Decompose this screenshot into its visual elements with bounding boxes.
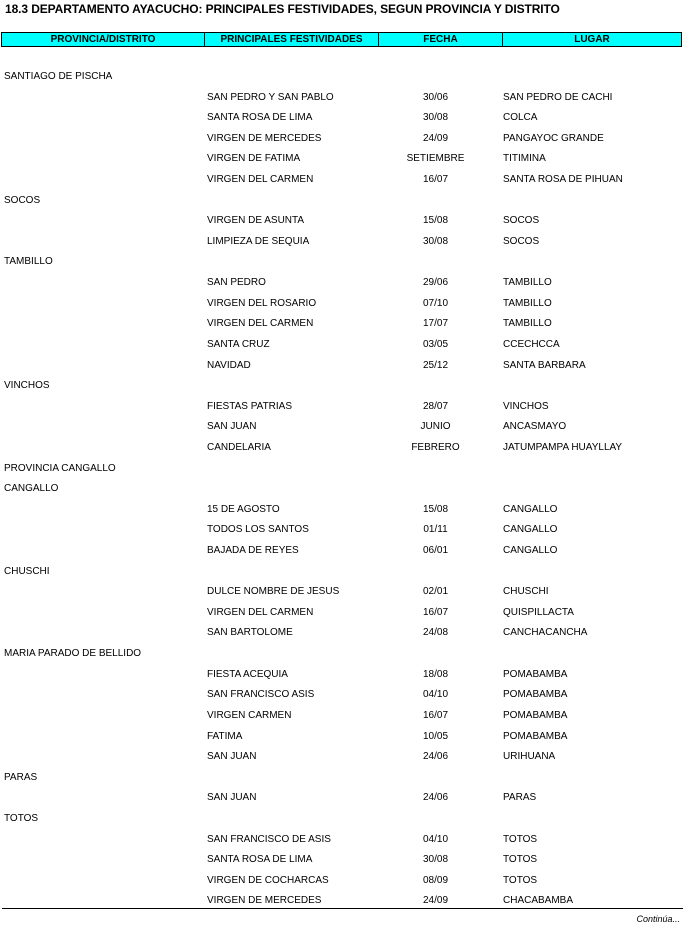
festivity-place: TITIMINA: [503, 153, 546, 165]
festivity-name: SANTA ROSA DE LIMA: [207, 112, 313, 124]
festivity-date: 24/06: [422, 792, 449, 804]
district-name: TAMBILLO: [4, 256, 53, 268]
festivity-place: CANGALLO: [503, 524, 558, 536]
festivity-place: ANCASMAYO: [503, 421, 567, 433]
festivity-date: JUNIO: [420, 421, 451, 433]
festivity-place: SAN PEDRO DE CACHI: [503, 91, 613, 103]
festivity-place: JATUMPAMPA HUAYLLAY: [503, 441, 623, 453]
festivity-date: 01/11: [423, 524, 448, 536]
festivity-date: 24/09: [422, 132, 449, 144]
festivity-place: VINCHOS: [503, 400, 549, 412]
festivity-name: VIRGEN DE ASUNTA: [207, 215, 305, 227]
festivity-name: 15 DE AGOSTO: [207, 503, 280, 515]
district-name: CANGALLO: [4, 483, 59, 495]
festivity-place: PANGAYOC GRANDE: [503, 132, 604, 144]
festivity-place: QUISPILLACTA: [503, 606, 574, 618]
festivity-date: 24/06: [422, 751, 449, 763]
festivity-name: VIRGEN DEL ROSARIO: [207, 297, 317, 309]
page-title: 18.3 DEPARTAMENTO AYACUCHO: PRINCIPALES FESTIVIDADES, SEGUN PROVINCIA Y DISTRITO: [5, 2, 560, 16]
festivity-name: SAN PEDRO Y SAN PABLO: [207, 91, 334, 103]
table-header: [1, 32, 682, 47]
festivity-name: FATIMA: [207, 730, 243, 742]
district-row: [0, 376, 684, 397]
festivity-place: TAMBILLO: [503, 277, 552, 289]
festivity-place: CHUSCHI: [503, 586, 549, 598]
table-row: [0, 149, 684, 170]
festivity-place: TAMBILLO: [503, 318, 552, 330]
festivity-date: 16/07: [422, 606, 449, 618]
festivity-date: 04/10: [422, 689, 449, 701]
header-provincia-distrito: PROVINCIA/DISTRITO: [2, 33, 205, 46]
festivity-name: NAVIDAD: [207, 359, 251, 371]
table-row: [0, 438, 684, 459]
district-name: TOTOS: [4, 812, 39, 824]
district-row: [0, 768, 684, 789]
festivity-name: SAN JUAN: [207, 792, 257, 804]
festivity-name: VIRGEN DE MERCEDES: [207, 132, 322, 144]
district-name: CHUSCHI: [4, 565, 50, 577]
header-lugar: LUGAR: [574, 34, 610, 45]
festivity-date: 10/05: [422, 730, 449, 742]
festivity-place: POMABAMBA: [503, 730, 568, 742]
festivity-place: CCECHCCA: [503, 338, 560, 350]
district-row: [0, 252, 684, 273]
festivity-date: 04/10: [422, 833, 449, 845]
table-row: [0, 582, 684, 603]
festivity-date: 25/12: [422, 359, 449, 371]
table-row: [0, 871, 684, 892]
festivity-place: URIHUANA: [503, 751, 556, 763]
district-row: [0, 459, 684, 480]
table-row: [0, 397, 684, 418]
table-row: [0, 88, 684, 109]
festivity-place: TOTOS: [503, 854, 538, 866]
festivity-name: DULCE NOMBRE DE JESUS: [207, 586, 340, 598]
festivity-date: 16/07: [422, 709, 449, 721]
district-row: [0, 191, 684, 212]
district-row: [0, 644, 684, 665]
table-row: [0, 108, 684, 129]
festivity-name: LIMPIEZA DE SEQUIA: [207, 235, 310, 247]
footer-divider: [2, 908, 683, 909]
festivity-date: FEBRERO: [411, 441, 460, 453]
district-row: [0, 67, 684, 88]
table-row: [0, 211, 684, 232]
table-row: [0, 685, 684, 706]
festivity-place: PARAS: [503, 792, 537, 804]
festivity-name: SANTA CRUZ: [207, 338, 270, 350]
festivity-place: CANGALLO: [503, 545, 558, 557]
table-row: [0, 417, 684, 438]
table-row: [0, 232, 684, 253]
festivity-name: VIRGEN DE FATIMA: [207, 153, 301, 165]
festivity-date: 17/07: [422, 318, 449, 330]
festivity-place: POMABAMBA: [503, 709, 568, 721]
festivity-place: SOCOS: [503, 235, 540, 247]
festivity-place: TOTOS: [503, 874, 538, 886]
festivity-date: 08/09: [422, 874, 449, 886]
festivity-date: 16/07: [422, 174, 449, 186]
festivity-date: 30/08: [422, 235, 449, 247]
district-name: MARIA PARADO DE BELLIDO: [4, 648, 142, 660]
festivity-place: SANTA BARBARA: [503, 359, 586, 371]
festivity-date: 24/09: [422, 895, 449, 907]
table-row: [0, 335, 684, 356]
festivity-date: 07/10: [422, 297, 449, 309]
district-row: [0, 809, 684, 830]
festivity-name: FIESTAS PATRIAS: [207, 400, 293, 412]
festivity-place: POMABAMBA: [503, 668, 568, 680]
festivity-name: SAN JUAN: [207, 421, 257, 433]
table-row: [0, 273, 684, 294]
festivity-date: 15/08: [422, 215, 449, 227]
festivity-name: SAN FRANCISCO DE ASIS: [207, 833, 331, 845]
festivity-name: TODOS LOS SANTOS: [207, 524, 309, 536]
table-row: [0, 850, 684, 871]
festivity-date: 30/08: [422, 112, 449, 124]
table-row: [0, 294, 684, 315]
festivity-date: 03/05: [422, 338, 449, 350]
festivity-name: BAJADA DE REYES: [207, 545, 299, 557]
festivity-name: SAN PEDRO: [207, 277, 266, 289]
table-row: [0, 500, 684, 521]
festivity-name: SAN BARTOLOME: [207, 627, 293, 639]
table-row: [0, 623, 684, 644]
festivity-name: SAN FRANCISCO ASIS: [207, 689, 315, 701]
table-row: [0, 727, 684, 748]
festivity-date: 29/06: [422, 277, 449, 289]
festivity-name: VIRGEN DE MERCEDES: [207, 895, 322, 907]
festivity-date: 06/01: [422, 545, 449, 557]
festivity-date: 02/01: [422, 586, 449, 598]
festivity-date: 18/08: [422, 668, 449, 680]
header-fecha: FECHA: [379, 33, 503, 46]
district-name: SANTIAGO DE PISCHA: [4, 71, 113, 82]
district-row: [0, 562, 684, 583]
district-name: VINCHOS: [4, 380, 50, 392]
district-row: [0, 479, 684, 500]
district-name: PARAS: [4, 771, 38, 783]
festivity-name: FIESTA ACEQUIA: [207, 668, 288, 680]
festivity-place: SOCOS: [503, 215, 540, 227]
festivity-place: COLCA: [503, 112, 538, 124]
festivity-place: TOTOS: [503, 833, 538, 845]
table-row: [0, 706, 684, 727]
festivity-date: 30/08: [422, 854, 449, 866]
table-row: [0, 665, 684, 686]
table-row: [0, 129, 684, 150]
festivity-date: 30/06: [422, 91, 449, 103]
table-row: [0, 314, 684, 335]
district-name: PROVINCIA CANGALLO: [4, 462, 116, 474]
table-row: [0, 520, 684, 541]
table-row: [0, 788, 684, 809]
festivity-name: SAN JUAN: [207, 751, 257, 763]
festivity-name: VIRGEN DE COCHARCAS: [207, 874, 329, 886]
festivity-name: VIRGEN DEL CARMEN: [207, 318, 314, 330]
continued-note: Continúa...: [636, 914, 680, 924]
festivity-place: CANGALLO: [503, 503, 558, 515]
festivity-place: POMABAMBA: [503, 689, 568, 701]
table-row: [0, 830, 684, 851]
festivity-name: CANDELARIA: [207, 441, 271, 453]
festivity-date: 15/08: [422, 503, 449, 515]
table-row: [0, 603, 684, 624]
festivity-date: 28/07: [422, 400, 449, 412]
festivity-name: VIRGEN CARMEN: [207, 709, 292, 721]
festivity-date: 24/08: [422, 627, 449, 639]
festivity-name: VIRGEN DEL CARMEN: [207, 606, 314, 618]
festivity-place: CHACABAMBA: [503, 895, 574, 907]
table-body: [0, 67, 684, 912]
festivity-place: CANCHACANCHA: [503, 627, 588, 639]
district-name: SOCOS: [4, 194, 41, 206]
table-row: [0, 356, 684, 377]
festivity-name: VIRGEN DEL CARMEN: [207, 174, 314, 186]
header-principales-festividades: PRINCIPALES FESTIVIDADES: [205, 33, 379, 46]
festivity-name: SANTA ROSA DE LIMA: [207, 854, 313, 866]
festivity-date: SETIEMBRE: [406, 153, 465, 165]
festivity-place: TAMBILLO: [503, 297, 552, 309]
festivity-place: SANTA ROSA DE PIHUAN: [503, 174, 623, 186]
table-row: [0, 170, 684, 191]
table-row: [0, 541, 684, 562]
table-row: [0, 747, 684, 768]
